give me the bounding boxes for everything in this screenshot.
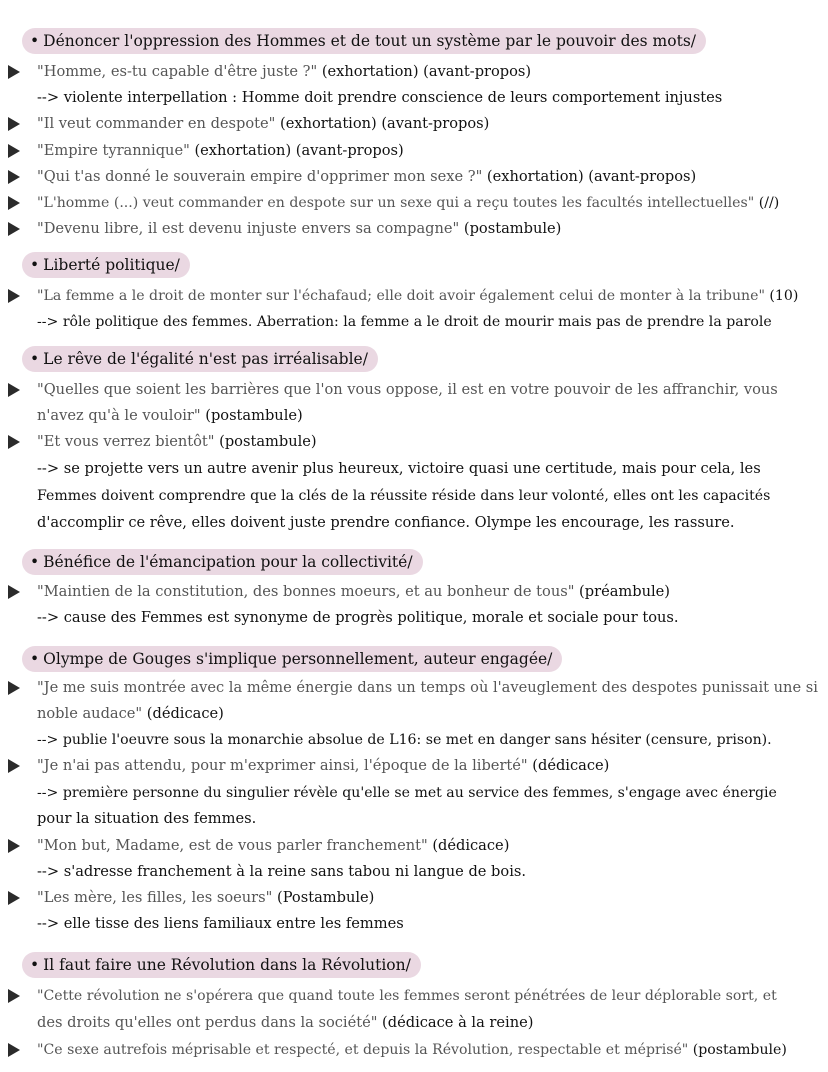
section-heading: • Olympe de Gouges s'implique personnellement, auteur engagée/ bbox=[22, 646, 562, 672]
quote-text: "Je me suis montrée avec la même énergie dans un temps où l'aveuglement des despotes punissait une si bbox=[37, 679, 818, 696]
source-ref: (dédicace) bbox=[427, 837, 510, 854]
quote-text: "Cette révolution ne s'opérera que quand toute les femmes seront pénétrées de leur déplorable sort, et bbox=[37, 988, 777, 1004]
quote-text: "Mon but, Madame, est de vous parler franchement" bbox=[37, 837, 428, 854]
quote-text: "Homme, es-tu capable d'être juste ?" bbox=[37, 63, 318, 80]
comment-text: --> s'adresse franchement à la reine sans tabou ni langue de bois. bbox=[37, 863, 526, 880]
quote-text: "Il veut commander en despote" bbox=[37, 115, 276, 132]
quote-text: n'avez qu'à le vouloir" bbox=[37, 407, 201, 424]
quote-text: "Devenu libre, il est devenu injuste envers sa compagne" bbox=[37, 220, 460, 237]
play-triangle-icon bbox=[8, 989, 20, 1003]
source-ref: (Postambule) bbox=[272, 889, 375, 906]
play-triangle-icon bbox=[8, 681, 20, 695]
play-triangle-icon bbox=[8, 117, 20, 131]
comment-text: --> rôle politique des femmes. Aberration: la femme a le droit de mourir mais pas de prendre la parole bbox=[37, 314, 772, 330]
play-triangle-icon bbox=[8, 289, 20, 303]
source-ref: (10) bbox=[764, 288, 799, 304]
quote-text: "Ce sexe autrefois méprisable et respecté, et depuis la Révolution, respectable et méprisé" bbox=[37, 1042, 689, 1058]
section-heading: • Dénoncer l'oppression des Hommes et de tout un système par le pouvoir des mots/ bbox=[22, 28, 706, 54]
quote-text: "L'homme (...) veut commander en despote sur un sexe qui a reçu toutes les facultés intellectuelles" bbox=[37, 195, 755, 211]
source-ref: (exhortation) (avant-propos) bbox=[317, 63, 532, 80]
source-ref: (postambule) bbox=[688, 1042, 787, 1058]
quote-text: "Empire tyrannique" bbox=[37, 142, 190, 159]
play-triangle-icon bbox=[8, 383, 20, 397]
section-heading: • Liberté politique/ bbox=[22, 252, 190, 278]
section-heading: • Il faut faire une Révolution dans la Révolution/ bbox=[22, 952, 421, 978]
quote-text: "Qui t'as donné le souverain empire d'opprimer mon sexe ?" bbox=[37, 168, 483, 185]
source-ref: (dédicace) bbox=[527, 757, 610, 774]
comment-text: --> cause des Femmes est synonyme de progrès politique, morale et sociale pour tous. bbox=[37, 609, 679, 626]
comment-text: --> violente interpellation : Homme doit prendre conscience de leurs comportement injustes bbox=[37, 89, 723, 106]
play-triangle-icon bbox=[8, 196, 20, 210]
quote-text: "Quelles que soient les barrières que l'on vous oppose, il est en votre pouvoir de les affranchir, vous bbox=[37, 381, 778, 398]
play-triangle-icon bbox=[8, 759, 20, 773]
source-ref: (postambule) bbox=[214, 433, 317, 450]
quote-text: "La femme a le droit de monter sur l'échafaud; elle doit avoir également celui de monter à la tribune" bbox=[37, 288, 765, 304]
quote-text: "Maintien de la constitution, des bonnes moeurs, et au bonheur de tous" bbox=[37, 583, 575, 600]
source-ref: (dédicace) bbox=[142, 705, 224, 722]
source-ref: (postambule) bbox=[200, 407, 303, 424]
play-triangle-icon bbox=[8, 839, 20, 853]
quote-text: des droits qu'elles ont perdus dans la société" bbox=[37, 1014, 378, 1031]
quote-text: "Je n'ai pas attendu, pour m'exprimer ainsi, l'époque de la liberté" bbox=[37, 757, 528, 774]
source-ref: (//) bbox=[754, 195, 780, 211]
comment-text: Femmes doivent comprendre que la clés de la réussite réside dans leur volonté, elles ont les capacités bbox=[37, 488, 771, 504]
comment-text: d'accomplir ce rêve, elles doivent juste prendre confiance. Olympe les encourage, les rassure. bbox=[37, 514, 735, 531]
source-ref: (postambule) bbox=[459, 220, 562, 237]
comment-text: --> se projette vers un autre avenir plus heureux, victoire quasi une certitude, mais pour cela, les bbox=[37, 460, 761, 477]
play-triangle-icon bbox=[8, 144, 20, 158]
play-triangle-icon bbox=[8, 1043, 20, 1057]
play-triangle-icon bbox=[8, 170, 20, 184]
play-triangle-icon bbox=[8, 585, 20, 599]
quote-text: noble audace" bbox=[37, 705, 143, 722]
comment-text: pour la situation des femmes. bbox=[37, 810, 257, 827]
comment-text: --> publie l'oeuvre sous la monarchie absolue de L16: se met en danger sans hésiter (censure, prison). bbox=[37, 732, 772, 748]
comment-text: --> première personne du singulier révèle qu'elle se met au service des femmes, s'engage avec énergie bbox=[37, 785, 777, 801]
source-ref: (dédicace à la reine) bbox=[377, 1014, 534, 1031]
play-triangle-icon bbox=[8, 435, 20, 449]
source-ref: (exhortation) (avant-propos) bbox=[482, 168, 697, 185]
play-triangle-icon bbox=[8, 891, 20, 905]
section-heading: • Bénéfice de l'émancipation pour la collectivité/ bbox=[22, 549, 423, 575]
play-triangle-icon bbox=[8, 65, 20, 79]
quote-text: "Et vous verrez bientôt" bbox=[37, 433, 215, 450]
play-triangle-icon bbox=[8, 222, 20, 236]
comment-text: --> elle tisse des liens familiaux entre les femmes bbox=[37, 915, 404, 932]
source-ref: (exhortation) (avant-propos) bbox=[189, 142, 404, 159]
source-ref: (préambule) bbox=[574, 583, 670, 600]
section-heading: • Le rêve de l'égalité n'est pas irréalisable/ bbox=[22, 346, 378, 372]
quote-text: "Les mère, les filles, les soeurs" bbox=[37, 889, 273, 906]
source-ref: (exhortation) (avant-propos) bbox=[275, 115, 490, 132]
